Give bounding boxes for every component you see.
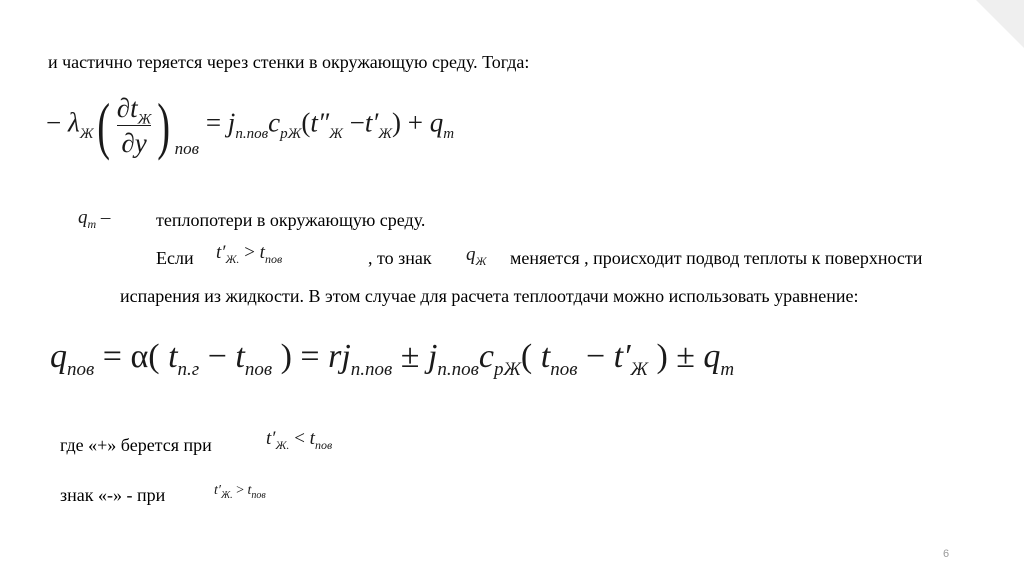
intro-text: и частично теряется через стенки в окружающую среду. Тогда: — [48, 52, 530, 72]
corner-decoration — [976, 0, 1024, 48]
qm-definition-text: теплопотери в окружающую среду. — [156, 210, 426, 230]
then-sign-text: , то знак — [368, 248, 432, 268]
evaporation-text: испарения из жидкости. В этом случае для расчета теплоотдачи можно использовать уравнение: — [120, 286, 859, 306]
sign-minus-text: знак «-» - при — [60, 485, 166, 505]
if-word: Если — [156, 248, 194, 268]
condition-t-less: $t'_{Ж.} < t_{пов}$ — [266, 428, 333, 452]
where-plus-text: где «+» берется при — [60, 435, 212, 455]
changes-text: меняется , происходит подвод теплоты к поверхности — [510, 248, 923, 268]
condition-t-greater-small: $t'_{Ж.} > t_{пов}$ — [214, 483, 266, 501]
page-number: 6 — [943, 548, 950, 560]
symbol-qm: $q_m$ – — [78, 207, 111, 231]
condition-t-greater: $t'_{Ж.} > t_{пов}$ — [216, 242, 283, 266]
symbol-q-zh: $q_Ж$ — [466, 244, 487, 268]
equation-heat-flux: $q_{пов} = \alpha$( $t_{п.г} - t_{пов}$ ) = $rj_{п.пов} \pm j_{п.пов}c_{рЖ}$( $t_{пов} - t'_Ж$ ) ± $q_m$ — [50, 338, 735, 380]
equation-heat-balance: − $\lambda_Ж$( $\frac{\partial t_Ж}{\partial y}$ ) $_{пов} = j_{п.пов}c_{рЖ}(t''_Ж -t'_Ж) + q_m$ — [46, 89, 455, 161]
